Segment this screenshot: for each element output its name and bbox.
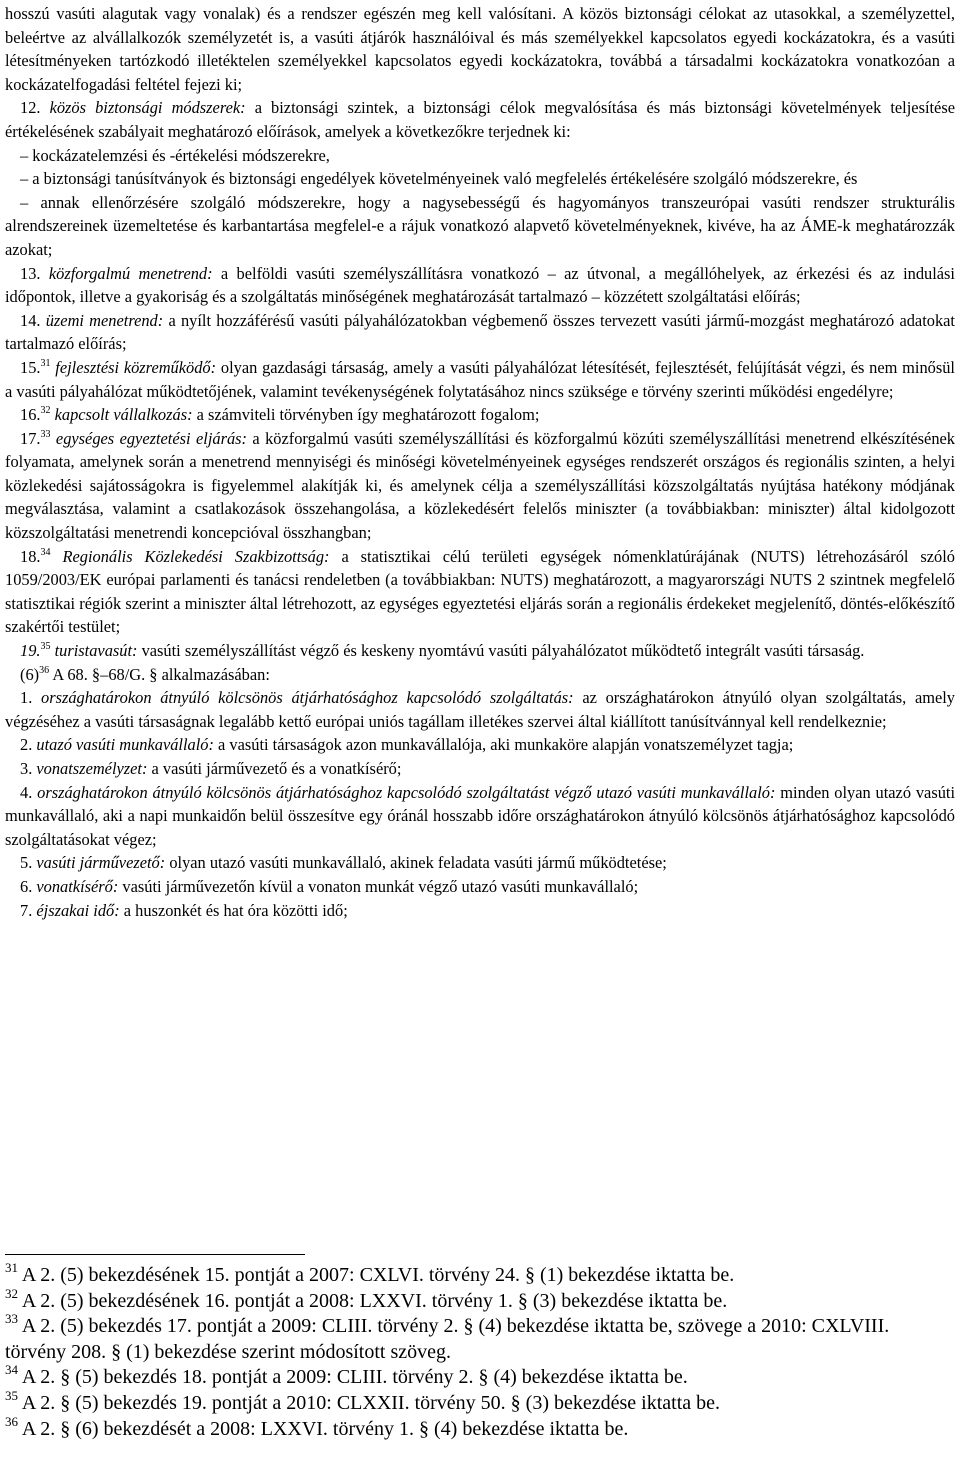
paragraph-text bbox=[51, 547, 63, 566]
paragraph-text: 17. bbox=[20, 428, 41, 448]
footnote-reference: 31 bbox=[40, 357, 51, 369]
paragraph-text: a közforgalmú vasúti személyszállítási és közforgalmú közúti személyszállítási menetrend elkészítésének folyamata, amelynek során a menetrend mennyiségi és minőségi követelményeinek egységes rendszerét országos és regionális szinten, a helyi közlekedési sajátosságokra is figyelemmel alakítják ki, és amelynek célja a személyszállítási közszolgáltatás nyújtása hatékony módjának megválasztása, valamint a csatlakozások összehangolása, a közlekedésért felelős miniszter (a továbbiakban: miniszter) által kidolgozott közszolgáltatási menetrendi koncepcióval összhangban; bbox=[5, 428, 956, 543]
defined-term: Regionális Közlekedési Szakbizottság: bbox=[62, 546, 330, 566]
paragraph bbox=[5, 96, 955, 143]
paragraph-text: vasúti személyszállítást végző és keskeny nyomtávú vasúti pályahálózatot működtető integrált vasúti társaság. bbox=[137, 641, 865, 661]
paragraph bbox=[5, 733, 955, 757]
footnote-text: A 2. § (5) bekezdés 19. pontját a 2010: CLXXII. törvény 50. § (3) bekezdése iktatta be. bbox=[18, 1391, 721, 1414]
defined-term: utazó vasúti munkavállaló: bbox=[36, 735, 214, 755]
paragraph-text: 16. bbox=[20, 405, 41, 425]
paragraph-text: a belföldi vasúti személyszállításra vonatkozó – az útvonal, a megállóhelyek, az érkezési és az indulási időpontok, illetve a gyakoriság és a szolgáltatás minőségének meghatározását tartalmazó – közzétett szolgáltatási előírás; bbox=[5, 263, 955, 307]
paragraph bbox=[5, 356, 955, 403]
paragraph bbox=[5, 663, 955, 687]
paragraph-text: a huszonkét és hat óra közötti idő; bbox=[119, 900, 348, 920]
footnote-reference: 33 bbox=[40, 428, 51, 440]
footnote-number: 34 bbox=[5, 1362, 18, 1378]
footnote bbox=[5, 1413, 955, 1443]
paragraph-text: 12. bbox=[20, 98, 50, 118]
defined-term: egységes egyeztetési eljárás: bbox=[55, 428, 247, 448]
footnote-number: 32 bbox=[5, 1285, 18, 1301]
defined-term: vonatszemélyzet: bbox=[36, 759, 148, 778]
body-text bbox=[5, 2, 955, 922]
paragraph-text: vasúti járművezetőn kívül a vonaton munkát végző utazó vasúti munkavállaló; bbox=[118, 876, 639, 896]
paragraph bbox=[5, 686, 955, 733]
paragraph-text: – a biztonsági tanúsítványok és biztonsági engedélyek követelményeinek való megfelelés értékelésére szolgáló módszerekre, és bbox=[20, 169, 858, 189]
footnote bbox=[5, 1285, 955, 1315]
footnote-text: A 2. (5) bekezdés 17. pontját a 2009: CLIII. törvény 2. § (4) bekezdése iktatta be, szövege a 2010: CXLVIII. törvény 208. § (1) bekezdése szerint módosított szöveg. bbox=[5, 1315, 890, 1363]
footnote-text: A 2. § (6) bekezdését a 2008: LXXVI. törvény 1. § (4) bekezdése iktatta be. bbox=[18, 1417, 629, 1440]
paragraph-text: olyan utazó vasúti munkavállaló, akinek feladata vasúti jármű működtetése; bbox=[165, 853, 667, 873]
paragraph bbox=[5, 875, 955, 899]
footnote bbox=[5, 1387, 955, 1417]
footnote-reference: 36 bbox=[39, 664, 50, 676]
footnote-reference: 35 bbox=[40, 641, 51, 653]
paragraph-text: a statisztikai célú területi egységek nómenklatúrájának (NUTS) létrehozásáról szóló 1059/2003/EK európai parlamenti és tanácsi rendeletben (a továbbiakban: NUTS) meghatározott, a magyarországi NUTS 2 szintnek megfelelő statisztikai régiók szerint a miniszter által létrehozott, az egységes egyeztetési eljárás során a regionális érdekeket megjelenítő, döntés-előkészítő szakértői testület; bbox=[5, 546, 955, 637]
defined-term: közforgalmú menetrend: bbox=[48, 263, 213, 283]
paragraph-text: az országhatárokon átnyúló olyan szolgáltatás, amely végzéséhez a vasúti társaságnak legalább kettő európai uniós tagállam illetékes szervei által kiállított tanúsítvánnyal kell rendelkeznie; bbox=[5, 688, 955, 731]
defined-term: vasúti járművezető: bbox=[36, 853, 166, 873]
defined-term: turistavasút: bbox=[54, 641, 138, 661]
footnote-number: 36 bbox=[5, 1413, 18, 1429]
footnotes bbox=[5, 1260, 955, 1442]
paragraph bbox=[5, 427, 955, 545]
paragraph-text: 15. bbox=[20, 357, 41, 377]
paragraph-text: a számviteli törvényben így meghatározott fogalom; bbox=[192, 405, 540, 425]
footnote bbox=[5, 1260, 955, 1289]
defined-term: országhatárokon átnyúló kölcsönös átjárhatósághoz kapcsolódó szolgáltatás: bbox=[41, 688, 574, 708]
footnote bbox=[5, 1362, 955, 1391]
footnote-text: A 2. (5) bekezdésének 16. pontját a 2008: LXXVI. törvény 1. § (3) bekezdése iktatta be. bbox=[18, 1289, 728, 1312]
defined-term: közös biztonsági módszerek: bbox=[49, 98, 246, 118]
defined-term: éjszakai idő: bbox=[36, 900, 120, 920]
paragraph-text: olyan gazdasági társaság, amely a vasúti pályahálózat létesítését, fejlesztését, felújítását végzi, és nem minősül a vasúti pályahálózat működtetőjének, valamint tevékenységének folytatásához nincs szüksége e törvény szerinti működési engedélyre; bbox=[5, 357, 955, 401]
paragraph bbox=[5, 309, 955, 356]
paragraph-text: A 68. §–68/G. § alkalmazásában: bbox=[49, 664, 270, 684]
paragraph bbox=[5, 757, 955, 781]
paragraph-text: a vasúti társaságok azon munkavállalója, aki munkaköre alapján vonatszemélyzet tagja; bbox=[213, 735, 794, 755]
footnote-separator bbox=[5, 1254, 305, 1255]
paragraph bbox=[5, 191, 955, 262]
footnote-reference: 32 bbox=[40, 405, 51, 417]
defined-term: kapcsolt vállalkozás: bbox=[54, 405, 193, 425]
paragraph-text: (6) bbox=[20, 664, 40, 684]
paragraph-text: 4. bbox=[20, 782, 38, 802]
defined-term: fejlesztési közreműködő: bbox=[55, 357, 217, 377]
paragraph bbox=[5, 781, 955, 852]
footnote-number: 33 bbox=[5, 1311, 18, 1327]
paragraph-text: 14. bbox=[20, 310, 46, 330]
footnote-number: 35 bbox=[5, 1387, 18, 1403]
paragraph-text: 7. bbox=[20, 900, 37, 920]
footnote-text: A 2. (5) bekezdésének 15. pontját a 2007: CXLVI. törvény 24. § (1) bekezdése iktatta be. bbox=[18, 1264, 735, 1286]
paragraph bbox=[5, 639, 955, 663]
paragraph bbox=[5, 545, 955, 639]
paragraph bbox=[5, 144, 955, 168]
footnote-number: 31 bbox=[5, 1260, 18, 1275]
paragraph bbox=[5, 262, 955, 309]
paragraph-text: a vasúti járművezető és a vonatkísérő; bbox=[147, 759, 402, 778]
paragraph bbox=[5, 899, 955, 923]
paragraph-text: 5. bbox=[20, 853, 37, 873]
defined-term: vonatkísérő: bbox=[36, 876, 119, 896]
defined-term: üzemi menetrend: bbox=[45, 310, 164, 330]
footnote-text: A 2. § (5) bekezdés 18. pontját a 2009: CLIII. törvény 2. § (4) bekezdése iktatta be. bbox=[18, 1366, 688, 1389]
footnote-reference: 34 bbox=[40, 546, 51, 558]
paragraph bbox=[5, 2, 955, 96]
paragraph-text: 3. bbox=[20, 759, 37, 778]
defined-term: országhatárokon átnyúló kölcsönös átjárhatósághoz kapcsolódó szolgáltatást végző utazó vasúti munkavállaló: bbox=[37, 782, 776, 802]
footnote bbox=[5, 1311, 955, 1365]
defined-term: 19. bbox=[20, 641, 41, 661]
paragraph-text: 2. bbox=[20, 735, 37, 755]
paragraph-text: a biztonsági szintek, a biztonsági célok megvalósítása és más biztonsági követelmények teljesítése értékelésének szabályait meghatározó előírások, amelyek a következőkre terjednek ki: bbox=[5, 98, 955, 141]
paragraph-text: hosszú vasúti alagutak vagy vonalak) és a rendszer egészén meg kell valósítani. A közös biztonsági célokat az utasokkal, a személyzettel, beleértve az alvállalkozók személyzetét is, a vasúti átjárók használóival és más személyekkel kapcsolatos egyedi kockázatokra, és a vasúti létesítményeken tartózkodó illetéktelen személyekkel kapcsolatos egyedi kockázatokra, továbbá a társadalmi kockázatokra vonatkozóan a kockázatelfogadási feltétel fejezi ki; bbox=[5, 4, 955, 94]
paragraph bbox=[5, 167, 955, 191]
paragraph-text: – kockázatelemzési és -értékelési módszerekre, bbox=[20, 145, 330, 165]
paragraph-text: minden olyan utazó vasúti munkavállaló, aki a napi munkaidőn belül összesítve egy óránál hosszabb időre országhatárokon átnyúló kölcsönös átjárhatósághoz kapcsolódó szolgáltatásokat végez; bbox=[5, 782, 956, 849]
paragraph-text: 13. bbox=[20, 263, 49, 283]
paragraph-text: 1. bbox=[20, 688, 42, 708]
paragraph bbox=[5, 403, 955, 427]
paragraph-text: – annak ellenőrzésére szolgáló módszerekre, hogy a nagysebességű és hagyományos transzeurópai vasúti rendszer strukturális alrendszereinek üzemeltetése és karbantartása megfelel-e a rájuk vonatkozó alapvető követelményeknek, kivéve, ha az ÁME-k meghatározzák azokat; bbox=[5, 192, 955, 259]
paragraph bbox=[5, 851, 955, 875]
paragraph-text: a nyílt hozzáférésű vasúti pályahálózatokban végbemenő összes tervezett vasúti jármű-mozgást meghatározó adatokat tartalmazó előírás; bbox=[5, 310, 955, 354]
paragraph-text: 6. bbox=[20, 876, 37, 896]
paragraph-text: 18. bbox=[20, 546, 41, 566]
